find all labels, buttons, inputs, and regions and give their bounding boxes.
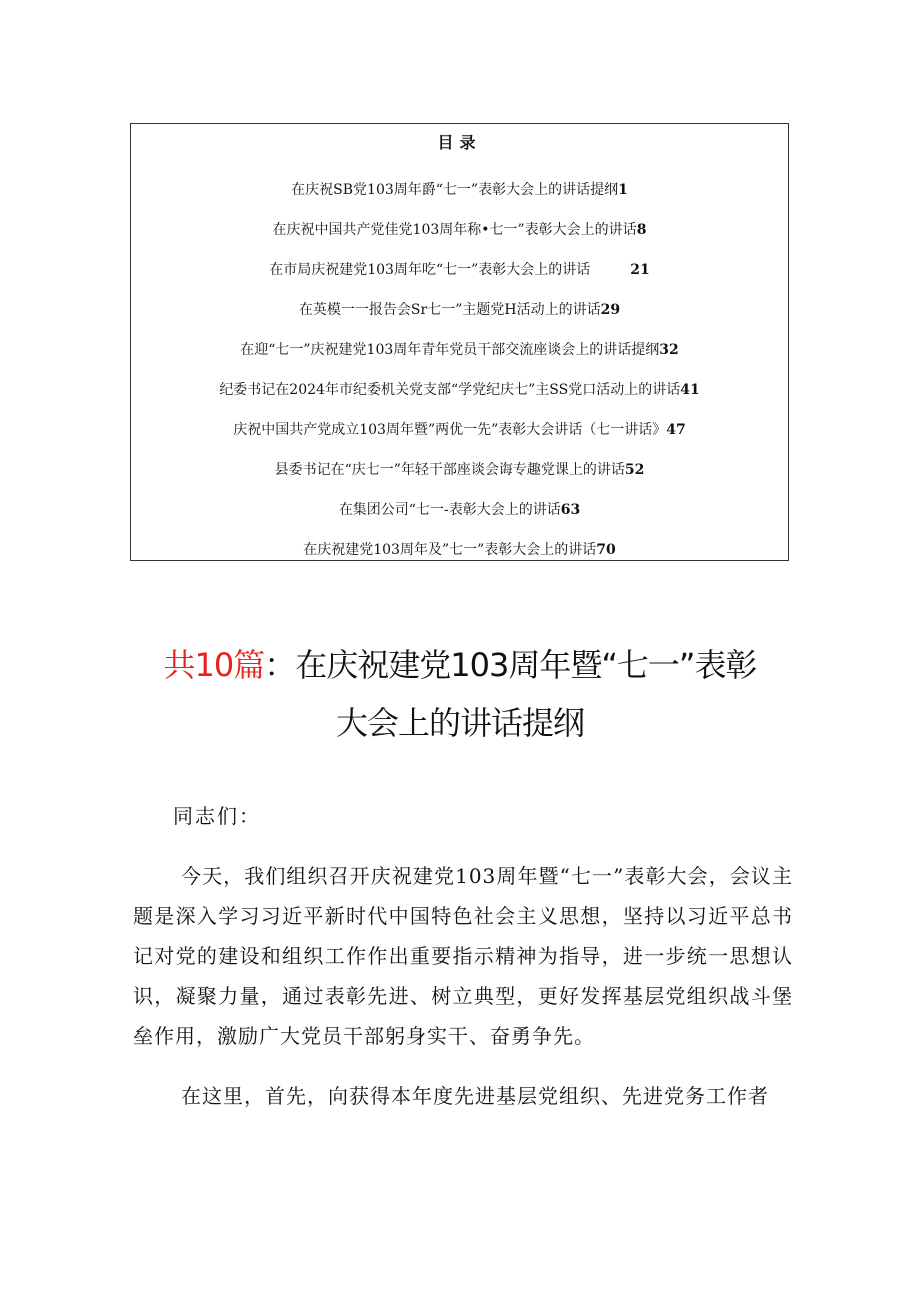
toc-entry-text: 在庆祝中国共产党佳党103周年称•七一”表彰大会上的讲话 [272,222,637,238]
toc-entry-page: 70 [596,542,616,558]
toc-entry[interactable] [131,456,788,496]
toc-entry[interactable] [131,296,788,336]
toc-entry[interactable] [131,336,788,376]
toc-entry[interactable] [131,496,788,536]
toc-entry[interactable] [131,376,788,416]
document-body [133,796,793,1136]
toc-entry-page: 1 [618,182,628,198]
toc-entry-text: 庆祝中国共产党成立103周年暨”两优一先”表彰大会讲话（七一讲话》 [233,422,667,438]
toc-entry[interactable] [131,416,788,456]
toc-entry[interactable] [131,176,788,216]
toc-entry-text: 在英模一一报告会Sr七一”主题党H活动上的讲话 [298,302,601,318]
toc-title: 目录 [437,133,482,152]
toc-entry[interactable] [131,256,788,296]
body-paragraph: 今天，我们组织召开庆祝建党103周年暨“七一”表彰大会，会议主题是深入学习习近平新时代中国特色社会主义思想，坚持以习近平总书记对党的建设和组织工作作出重要指示精神为指导，进一步统一思想认识，凝聚力量，通过表彰先进、树立典型，更好发挥基层党组织战斗堡垒作用，激励广大党员干部躬身实干、奋勇争先。 [133,864,793,1048]
toc-entry-text: 纪委书记在2024年市纪委机关党支部“学党纪庆七”主SS党口活动上的讲话 [219,382,681,398]
toc-entry[interactable] [131,536,788,576]
title-line-1: ：在庆祝建党103周年暨“七一”表彰 [264,646,757,684]
toc-entry-page: 41 [680,382,700,398]
toc-entry-page: 29 [600,302,621,318]
table-of-contents [130,123,789,561]
toc-entry-page: 47 [666,422,686,438]
document-title [60,636,860,752]
salutation: 同志们： [173,804,261,828]
toc-entry-text: 在集团公司“七一-表彰大会上的讲话 [338,502,561,518]
body-paragraph: 在这里，首先，向获得本年度先进基层党组织、先进党务工作者 [181,1084,769,1108]
toc-entry-page: 63 [560,502,581,518]
title-line-2: 大会上的讲话提纲 [335,704,584,742]
toc-entry-text: 在市局庆祝建党103周年吃“七一”表彰大会上的讲话 [269,262,591,278]
toc-entry-page: 21 [630,262,650,278]
toc-entry-page: 32 [659,342,679,358]
toc-entry-page: 8 [636,222,647,238]
toc-list [131,176,788,576]
title-prefix: 共10篇 [163,646,265,684]
toc-entry-text: 在迎“七一”庆祝建党103周年青年党员干部交流座谈会上的讲话提纲 [240,342,660,358]
toc-entry-text: 在庆祝SB党103周年爵“七一”表彰大会上的讲话提纲 [291,182,619,198]
toc-entry-text: 在庆祝建党103周年及”七一”表彰大会上的讲话 [303,542,597,558]
toc-entry-text: 县委书记在“庆七一”年轻干部座谈会诲专趣党课上的讲话 [274,462,625,478]
toc-entry-page: 52 [624,462,645,478]
toc-entry[interactable] [131,216,788,256]
